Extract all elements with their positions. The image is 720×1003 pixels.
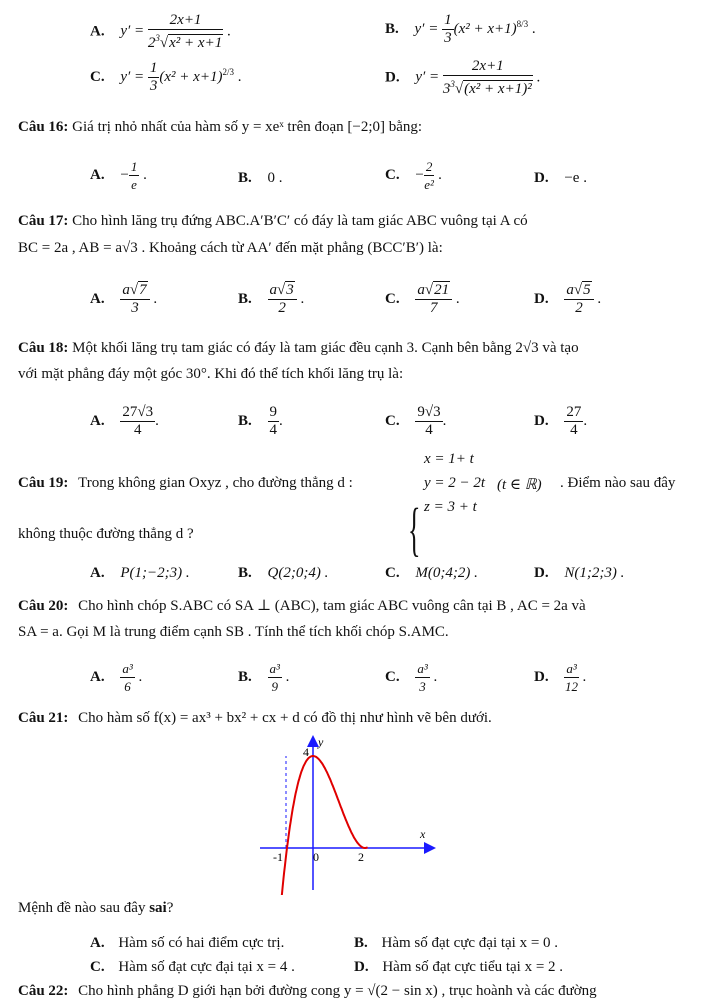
option-letter: D. xyxy=(354,959,369,975)
q15-b-frac-num: 1 xyxy=(444,12,452,28)
q15-d-den-pre: 3 xyxy=(442,81,451,97)
x-axis-label: x xyxy=(420,827,426,841)
q15-a-lhs: y′ = xyxy=(120,23,145,40)
q20-a-den: 6 xyxy=(124,679,131,694)
q19-sys-line3: z = 3 + t xyxy=(424,499,477,515)
question-label: Câu 21: xyxy=(18,710,69,726)
option-letter: D. xyxy=(534,668,549,685)
tick-y-4: 4 xyxy=(303,745,309,759)
q17-a-den: 3 xyxy=(131,300,139,316)
q15-d-lhs: y′ = xyxy=(415,69,440,86)
q17-c-rad: 21 xyxy=(434,282,450,298)
q15-option-a[interactable]: A. y′ = $\frac{2x+1}{2^3√x^2 + x+1}$ . xyxy=(90,12,231,51)
q18-c-den: 4 xyxy=(425,422,433,438)
q20-option-d[interactable]: D. $\frac{\text{a³}}{12}$ . xyxy=(534,661,587,694)
q21-cubic-graph xyxy=(255,730,445,895)
q19-sys-line1: x = 1+ t xyxy=(424,451,474,467)
q21-prompt-pre: Mệnh đề nào sau đây xyxy=(18,900,150,916)
q20-d-num: a³ xyxy=(566,661,577,676)
q16-c-frac xyxy=(424,158,435,193)
q20-stem-line1 xyxy=(18,596,586,615)
q16-a-den: e xyxy=(131,177,137,192)
q18-a-den: 4 xyxy=(133,422,142,438)
tick-x-m1: -1 xyxy=(273,850,283,864)
option-letter: A. xyxy=(90,166,105,183)
q20-option-b[interactable]: B. $\frac{\text{a³}}{9}$ . xyxy=(238,661,290,694)
option-letter: B. xyxy=(238,290,252,307)
q16-a-sign: − xyxy=(120,166,129,183)
q16-c-den: e² xyxy=(424,177,434,192)
option-letter: A. xyxy=(90,412,105,429)
question-label: Câu 20: xyxy=(18,598,69,614)
q18-line1: Một khối lăng trụ tam giác có đáy là tam giác đều cạnh 3. Cạnh bên bằng 2√3 và tạo xyxy=(72,340,579,356)
q19-d-value: N(1;2;3) . xyxy=(564,565,625,581)
q17-option-b[interactable]: B. $\frac{a√3}{2}$ . xyxy=(238,282,305,316)
option-letter: D. xyxy=(534,565,549,581)
q22-text: Cho hình phẳng D giới hạn bởi đường cong y = √(2 − sin x) , trục hoành và các đường xyxy=(78,983,597,999)
q20-d-den: 12 xyxy=(565,679,579,694)
q17-c-den: 7 xyxy=(429,300,438,316)
q15-d-fraction: $\frac{2x+1}{3^3√(x^2 + x+1)^2}$ xyxy=(442,58,532,97)
y-axis-label: y xyxy=(318,735,324,749)
q18-option-d[interactable]: D. $\frac{27}{4}$ . xyxy=(534,404,588,438)
q17-c-num-pre: a xyxy=(417,282,425,298)
q16-c-num: 2 xyxy=(425,159,433,174)
option-letter: B. xyxy=(238,565,252,581)
q22-stem xyxy=(18,983,597,1000)
option-letter: B. xyxy=(238,668,252,685)
q15-a-num: 2x+1 xyxy=(148,12,223,30)
q18-d-num: 27 xyxy=(566,404,582,420)
q18-b-frac xyxy=(268,404,280,439)
q16-option-b[interactable] xyxy=(238,170,283,187)
q17-b-num-pre: a xyxy=(269,282,278,298)
q16-a-num: 1 xyxy=(130,159,138,174)
q21-option-d[interactable] xyxy=(354,959,563,976)
q16-option-c[interactable]: C. − $\frac{2}{\text{e²}}$ . xyxy=(385,159,442,192)
option-letter: C. xyxy=(90,959,105,975)
question-label: Câu 19: xyxy=(18,475,69,491)
option-letter: C. xyxy=(385,565,400,581)
question-label: Câu 16: xyxy=(18,119,69,135)
q18-a-frac xyxy=(120,404,155,439)
q15-c-body: (x² + x+1) xyxy=(159,68,223,85)
q16-option-a[interactable]: A. − $\frac{1}{e}$ . xyxy=(90,159,147,192)
option-letter: A. xyxy=(90,668,105,685)
q21-option-b[interactable] xyxy=(354,935,558,952)
q19-b-value: Q(2;0;4) . xyxy=(267,565,329,581)
q17-c-frac: $\frac{a√21}{7}$ xyxy=(415,282,452,317)
question-label: Câu 18: xyxy=(18,340,69,356)
q16-text: Giá trị nhỏ nhất của hàm số y = xeˣ trên đoạn [−2;0] bằng: xyxy=(72,119,423,135)
q20-b-frac xyxy=(268,660,282,695)
q15-c-lhs: y′ = xyxy=(120,68,145,85)
q18-option-c[interactable]: C. $\frac{9√3}{4}$ . xyxy=(385,404,447,438)
q18-d-den: 4 xyxy=(570,422,578,438)
q17-b-den: 2 xyxy=(278,300,286,316)
q19-option-b[interactable] xyxy=(238,565,328,582)
q20-b-num: a³ xyxy=(269,661,280,676)
q15-option-b[interactable]: B. y′ = $\frac{1}{3}$ $(x^2 + x+1)^{8/3}$ . xyxy=(385,12,536,46)
option-letter: D. xyxy=(385,69,400,86)
q15-b-lhs: y′ = xyxy=(414,20,439,37)
q18-stem-line1 xyxy=(18,340,579,357)
q17-a-frac: $\frac{a√7}{3}$ xyxy=(120,282,149,317)
q20-b-den: 9 xyxy=(271,679,278,694)
q16-option-d[interactable] xyxy=(534,170,587,187)
q21-a-text: Hàm số có hai điểm cực trị. xyxy=(118,935,285,951)
option-letter: B. xyxy=(354,935,368,951)
q18-stem-line2: với mặt phẳng đáy một góc 30°. Khi đó thể tích khối lăng trụ là: xyxy=(18,366,404,382)
option-letter: B. xyxy=(238,412,252,429)
q21-option-a[interactable] xyxy=(90,935,284,952)
q17-line1: Cho hình lăng trụ đứng ABC.A′B′C′ có đáy là tam giác ABC vuông tại A có xyxy=(72,213,528,229)
q21-d-text: Hàm số đạt cực tiểu tại x = 2 . xyxy=(382,959,564,975)
q16-a-frac xyxy=(129,158,140,193)
q15-option-c[interactable]: C. y′ = $\frac{1}{3}$ $(x^2 + x+1)^{2/3}$ . xyxy=(90,60,242,94)
q19-stem-pre xyxy=(18,475,353,492)
q17-d-rad: 5 xyxy=(583,282,591,298)
q19-system-brace: { xyxy=(408,496,421,563)
q16-c-sign: − xyxy=(415,166,424,183)
q16-d-value: −e . xyxy=(564,170,587,186)
tick-x-2: 2 xyxy=(358,850,364,864)
q18-c-frac xyxy=(415,404,442,439)
q19-option-d[interactable] xyxy=(534,565,624,582)
q17-d-num-pre: a xyxy=(566,282,574,298)
q19-text-pre: Trong không gian Oxyz , cho đường thẳng d : xyxy=(78,475,353,491)
q17-option-c[interactable]: C. $\frac{a√21}{7}$ . xyxy=(385,282,460,316)
option-letter: D. xyxy=(534,290,549,307)
q16-stem xyxy=(18,119,422,136)
question-label: Câu 22: xyxy=(18,983,69,999)
q17-a-num-pre: a xyxy=(122,282,130,298)
q19-param: (t ∈ ℝ) xyxy=(497,477,542,493)
q21-b-text: Hàm số đạt cực đại tại x = 0 . xyxy=(381,935,559,951)
q20-line1: Cho hình chóp S.ABC có SA ⊥ (ABC), tam giác ABC vuông cân tại B , AC = 2a và xyxy=(78,598,586,614)
q19-sys-line2: y = 2 − 2t xyxy=(424,475,486,491)
q15-a-den-pre: 2 xyxy=(147,35,156,51)
option-letter: B. xyxy=(385,20,399,37)
q19-option-c[interactable] xyxy=(385,565,478,582)
option-letter: A. xyxy=(90,565,105,581)
q15-b-body: (x² + x+1) xyxy=(453,20,517,37)
q21-option-c[interactable] xyxy=(90,959,295,976)
q17-stem-line1 xyxy=(18,213,528,230)
option-letter: C. xyxy=(385,166,400,183)
option-letter: A. xyxy=(90,935,105,951)
option-letter: D. xyxy=(534,412,549,429)
q19-a-value: P(1;−2;3) . xyxy=(120,565,190,581)
q19-c-value: M(0;4;2) . xyxy=(415,565,478,581)
q17-a-rad: 7 xyxy=(139,282,147,298)
q20-a-num: a³ xyxy=(122,661,133,676)
q15-a-fraction: $\frac{2x+1}{2^3√x^2 + x+1}$ xyxy=(147,12,223,51)
q17-option-d[interactable]: D. $\frac{a√5}{2}$ . xyxy=(534,282,602,316)
option-letter: A. xyxy=(90,290,105,307)
q21-prompt-bold: sai xyxy=(149,900,167,916)
q15-c-frac-den: 3 xyxy=(149,78,158,94)
q20-option-a[interactable]: A. $\frac{\text{a³}}{6}$ . xyxy=(90,661,143,694)
q15-c-exp: 2/3 xyxy=(222,66,234,77)
question-label: Câu 17: xyxy=(18,213,69,229)
q18-d-frac xyxy=(564,404,583,439)
q15-b-exp: 8/3 xyxy=(516,18,529,29)
option-letter: D. xyxy=(534,170,549,186)
q17-d-den: 2 xyxy=(575,300,583,316)
q18-b-num: 9 xyxy=(269,404,278,420)
q15-d-den-rad: (x² + x+1)² xyxy=(464,81,532,97)
q18-option-b[interactable]: B. $\frac{9}{4}$ . xyxy=(238,404,283,438)
q15-a-den-rad: x² + x+1 xyxy=(169,35,223,51)
q15-b-frac-den: 3 xyxy=(444,30,452,46)
q15-option-d[interactable]: D. y′ = $\frac{2x+1}{3^3√(x^2 + x+1)^2}$ . xyxy=(385,58,541,97)
option-letter: C. xyxy=(385,412,400,429)
option-letter: C. xyxy=(385,290,400,307)
q17-option-a[interactable]: A. $\frac{a√7}{3}$ . xyxy=(90,282,158,316)
tick-x-0: 0 xyxy=(313,850,319,864)
q17-b-rad: 3 xyxy=(286,282,294,298)
option-letter: C. xyxy=(90,68,105,85)
q19-stem-line2: không thuộc đường thẳng d ? xyxy=(18,526,194,542)
q17-d-frac: $\frac{a√5}{2}$ xyxy=(564,282,593,317)
option-letter: A. xyxy=(90,23,105,40)
q18-a-num: 27√3 xyxy=(122,404,154,420)
q15-b-frac xyxy=(442,12,454,47)
q15-c-frac-num: 1 xyxy=(149,60,158,76)
q17-stem-line2: BC = 2a , AB = a√3 . Khoảng cách từ AA′ đến mặt phẳng (BCC′B′) là: xyxy=(18,240,443,256)
q21-prompt xyxy=(18,900,173,917)
q15-d-num: 2x+1 xyxy=(443,58,533,76)
q21-prompt-post: ? xyxy=(166,900,174,916)
q18-c-num: 9√3 xyxy=(417,404,441,420)
q18-option-a[interactable]: A. $\frac{27√3}{4}$ . xyxy=(90,404,159,438)
cubic-curve xyxy=(281,756,368,895)
q17-b-frac: $\frac{a√3}{2}$ xyxy=(268,282,297,317)
q20-option-c[interactable]: C. $\frac{\text{a³}}{3}$ . xyxy=(385,661,438,694)
q19-option-a[interactable] xyxy=(90,565,190,582)
q20-a-frac xyxy=(120,660,134,695)
option-letter: C. xyxy=(385,668,400,685)
q20-c-num: a³ xyxy=(417,661,428,676)
q21-stem xyxy=(18,710,492,727)
q20-d-frac xyxy=(564,660,578,695)
q21-c-text: Hàm số đạt cực đại tại x = 4 . xyxy=(118,959,295,975)
q15-c-frac xyxy=(148,60,160,95)
q16-b-value: 0 . xyxy=(267,170,283,186)
q20-stem-line2: SA = a. Gọi M là trung điểm cạnh SB . Tính thể tích khối chóp S.AMC. xyxy=(18,624,449,640)
q21-text: Cho hàm số f(x) = ax³ + bx² + cx + d có đồ thị như hình vẽ bên dưới. xyxy=(78,710,492,726)
q20-c-den: 3 xyxy=(419,679,426,694)
q20-c-frac xyxy=(415,660,429,695)
option-letter: B. xyxy=(238,170,252,186)
q18-b-den: 4 xyxy=(269,422,278,438)
q19-text-post: . Điểm nào sau đây xyxy=(560,475,676,491)
